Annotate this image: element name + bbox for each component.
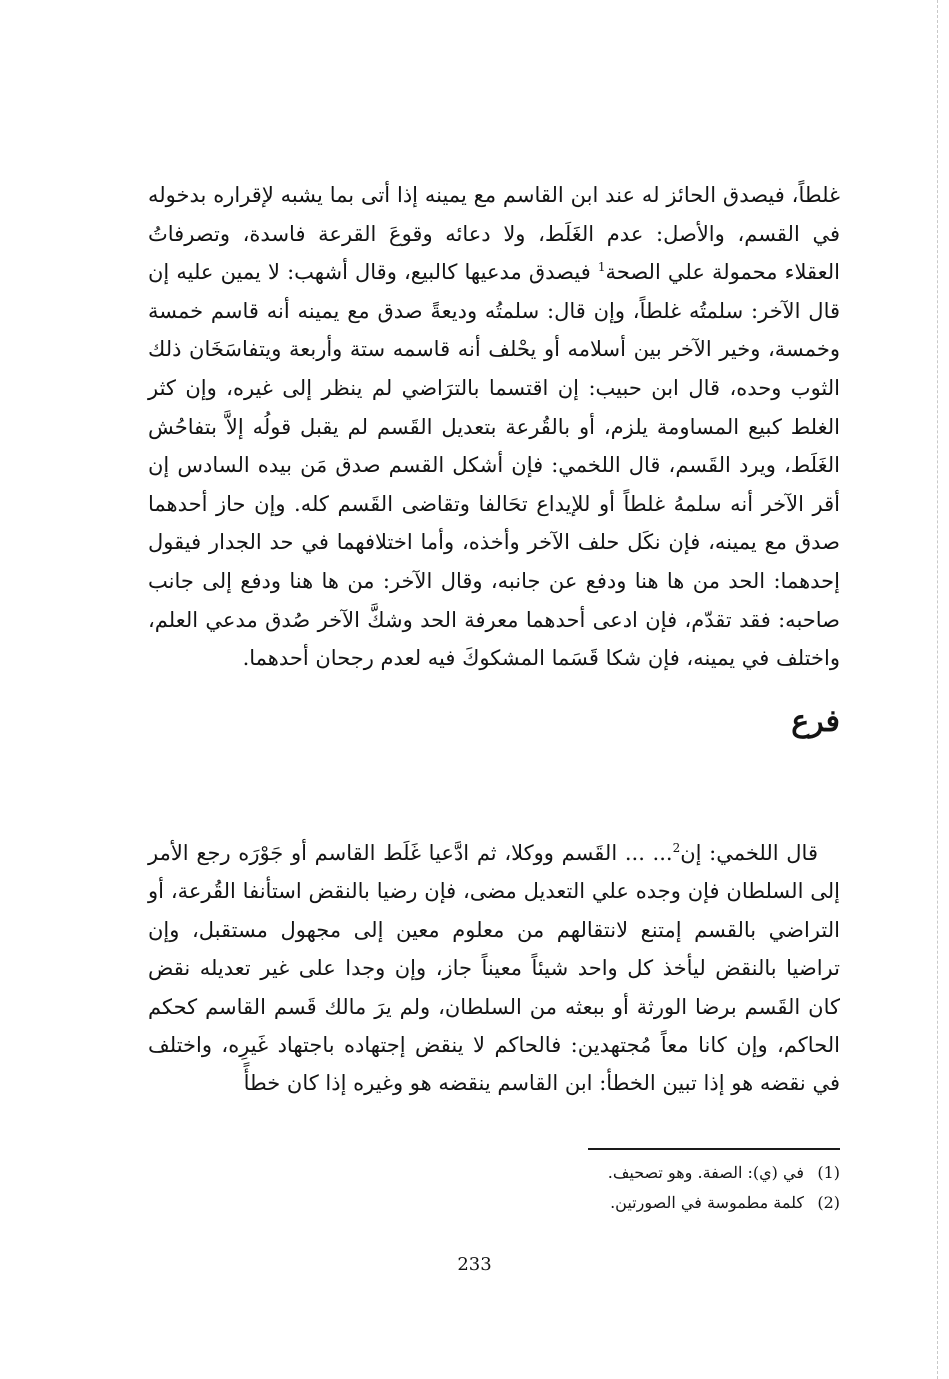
section-heading: فرع bbox=[791, 704, 840, 739]
footnote-1-number: (1) bbox=[817, 1163, 840, 1182]
paragraph-1-text: غلطاً، فيصدق الحائز له عند ابن القاسم مع يمينه إذا أتى بما يشبه لإقراره بدخوله في القسم، والأصل: عدم الغَلَط، ولا دعائه وقوعَ القرعة فاسدة، وتصرفاتُ العقلاء محمولة علي الصحة bbox=[148, 183, 840, 285]
body-paragraph-2 bbox=[148, 834, 840, 1103]
footnote-reference-2: 2 bbox=[672, 841, 681, 855]
paragraph-1-text-continued: فيصدق مدعيها كالبيع، وقال أشهب: لا يمين عليه إن قال الآخر: سلمتُه غلطاً، وإن قال: سلمتُه وديعةً صدق مع يمينه أنه قاسم خمسة وخمسة، وخير الآخر بين أسلامه أو يحْلف أنه قاسمه ستة وأربعة ويتفاسَخَان ذلك الثوب وحده، قال ابن حبيب: إن اقتسما بالترَاضي لم ينظر إلى غيره، وإن كثر الغلط كبيع المساومة يلزم، أو بالقُرعة بتعديل القَسم لم يقبل قولُه إلاَّ بتفاحُش الغَلَط، ويرد القَسم، قال اللخمي: فإن أشكل القسم صدق مَن بيده السادس إن أقر الآخر أنه سلمهُ غلطاً أو للإيداع تحَالفا وتقاضى القَسم كله. وإن حاز أحدهما صدق مع يمينه، فإن نكَل حلف الآخر وأخذه، وأما اختلافهما في حد الجدار فيقول إحدهما: الحد من ها هنا ودفع عن جانبه، وقال الآخر: من ها هنا ودفع إلى جانب صاحبه: فقد تقدّم، فإن ادعى أحدهما معرفة الحد وشكَّ الآخر صُدق مدعي العلم، واختلف في يمينه، فإن شكا قَسَما المشكوكَ فيه لعدم رجحان أحدهما. bbox=[148, 260, 840, 671]
footnote-2 bbox=[420, 1188, 840, 1218]
body-paragraph-1 bbox=[148, 176, 840, 678]
footnote-separator bbox=[588, 1148, 840, 1150]
footnote-reference-1: 1 bbox=[597, 260, 606, 275]
page-number: 233 bbox=[457, 1254, 492, 1275]
footnote-2-text: كلمة مطموسة في الصورتين. bbox=[610, 1193, 804, 1212]
footnote-2-number: (2) bbox=[817, 1193, 840, 1212]
footnote-1-text: في (ي): الصفة. وهو تصحيف. bbox=[607, 1163, 804, 1182]
page-edge-line bbox=[936, 0, 938, 1379]
footnote-1 bbox=[420, 1158, 840, 1188]
paragraph-2-text: قال اللخمي: إن bbox=[680, 841, 818, 865]
footnotes bbox=[420, 1158, 840, 1218]
paragraph-2-text-continued: ... ... القَسم ووكلا، ثم ادَّعيا غَلَط القاسم أو جَوْرَه رجع الأمر إلى السلطان فإن وجده علي التعديل مضى، فإن رضيا بالنقض استأنفا القُرعة، أو التراضي بالقسم إمتنع لانتقالهم من معلوم معين إلى مجهول مستقبل، وإن تراضيا بالنقض ليأخذ كل واحد شيئاً معيناً جاز، وإن وجدا على غير تعديله نقض كان القَسم برضا الورثة أو ببعثه من السلطان، ولم يرَ مالك قَسم القاسم كحكم الحاكم، وإن كانا معاً مُجتهدين: فالحاكم لا ينقض إجتهاده باجتهاد غَيرِه، واختلف في نقضه هو إذا تبين الخطأ: ابن القاسم ينقضه هو وغيره إذا كان خطأً bbox=[148, 841, 840, 1096]
